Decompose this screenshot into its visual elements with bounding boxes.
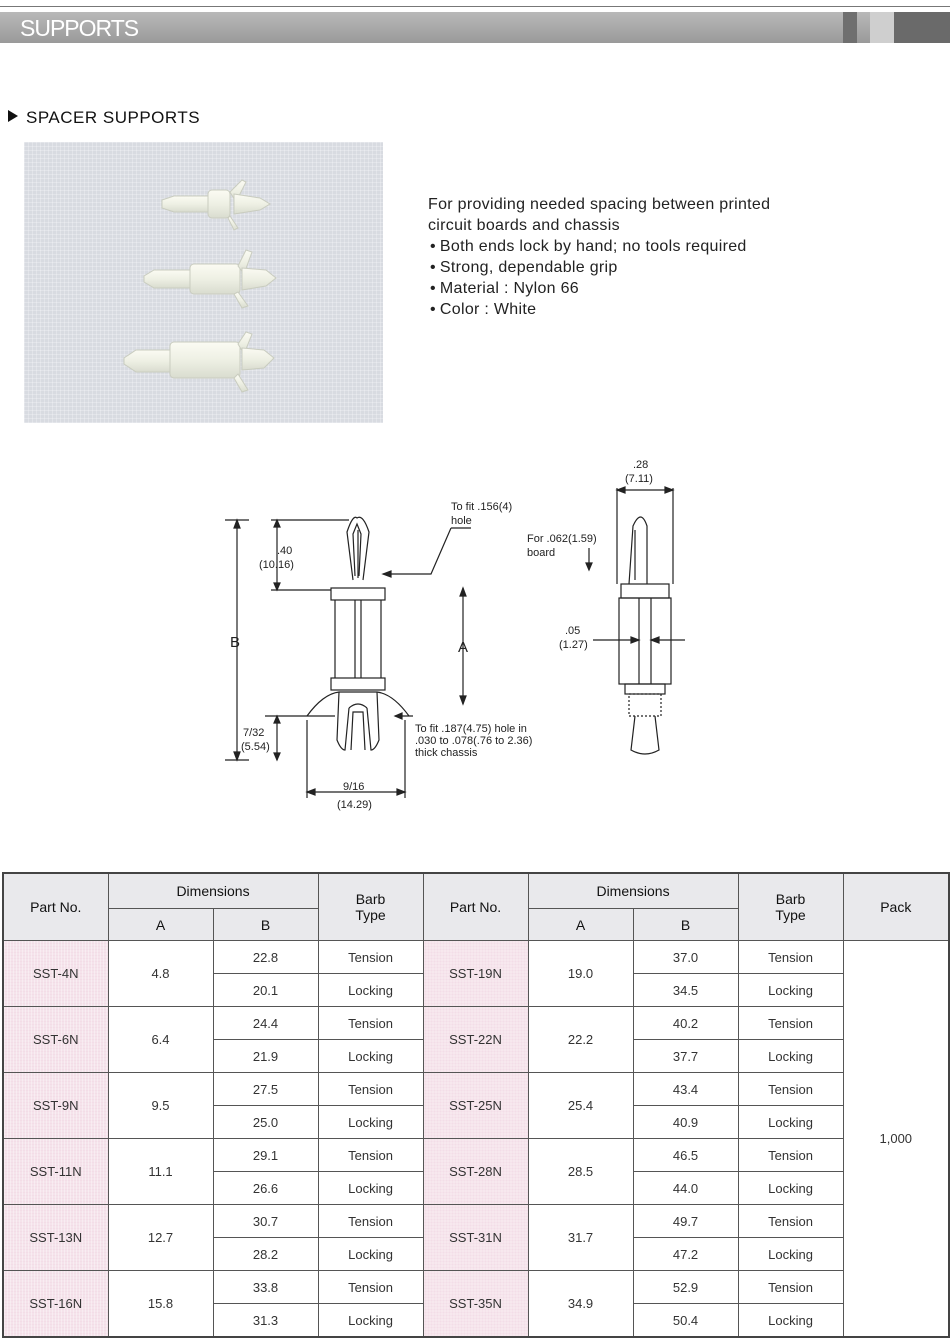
dimension-916 <box>307 720 405 811</box>
dimension-b-cell: 22.8 <box>213 941 318 974</box>
dimension-b-cell: 31.3 <box>213 1304 318 1338</box>
part-number-cell: SST-28N <box>423 1139 528 1205</box>
table-row <box>3 1205 949 1238</box>
table-row <box>3 1271 949 1304</box>
dim-732: 7/32 <box>243 727 265 739</box>
spacer-photo-illustration <box>24 142 383 423</box>
description-line: circuit boards and chassis <box>428 217 620 234</box>
dim-40-mm: (10.16) <box>259 559 294 571</box>
page-title: SUPPORTS <box>20 15 139 41</box>
header-pack: Pack <box>843 873 949 941</box>
dimension-b-cell: 26.6 <box>213 1172 318 1205</box>
triangle-bullet-icon <box>8 110 18 122</box>
section-heading <box>8 108 200 128</box>
barb-type-cell: Tension <box>738 1007 843 1040</box>
dimension-a-cell: 12.7 <box>108 1205 213 1271</box>
dimension-b-cell: 25.0 <box>213 1106 318 1139</box>
side-view <box>307 517 409 750</box>
header-part-no: Part No. <box>3 873 108 941</box>
product-photo <box>24 142 383 423</box>
dim-28-mm: (7.11) <box>625 473 653 485</box>
title-bar-accent <box>870 12 894 43</box>
table-row <box>3 1007 949 1040</box>
dimension-a <box>458 588 468 704</box>
dimension-40 <box>259 520 349 590</box>
dimension-b-cell: 33.8 <box>213 1271 318 1304</box>
part-number-cell: SST-22N <box>423 1007 528 1073</box>
dimension-a-cell: 28.5 <box>528 1139 633 1205</box>
hole-fit-text: To fit .156(4) <box>451 501 513 513</box>
dimension-b-cell: 21.9 <box>213 1040 318 1073</box>
part-number-cell: SST-13N <box>3 1205 108 1271</box>
barb-type-cell: Tension <box>318 1271 423 1304</box>
header-part-no: Part No. <box>423 873 528 941</box>
dim-732-mm: (5.54) <box>241 741 270 753</box>
dimension-b-cell: 29.1 <box>213 1139 318 1172</box>
top-rule <box>0 6 950 7</box>
dimension-b-cell: 28.2 <box>213 1238 318 1271</box>
barb-type-cell: Locking <box>738 1040 843 1073</box>
barb-type-cell: Locking <box>318 1106 423 1139</box>
barb-type-cell: Tension <box>318 1139 423 1172</box>
title-bar-accent <box>843 12 857 43</box>
header-a: A <box>108 909 213 941</box>
spec-table <box>2 872 950 1338</box>
pack-cell: 1,000 <box>843 941 949 1338</box>
barb-type-cell: Tension <box>738 1271 843 1304</box>
spec-table-body <box>3 941 949 1338</box>
barb-type-cell: Locking <box>738 1304 843 1338</box>
dimension-a-cell: 34.9 <box>528 1271 633 1338</box>
section-title: SPACER SUPPORTS <box>26 108 201 127</box>
header-b: B <box>633 909 738 941</box>
dimension-b-cell: 52.9 <box>633 1271 738 1304</box>
dimension-b-cell: 47.2 <box>633 1238 738 1271</box>
dimension-a-cell: 4.8 <box>108 941 213 1007</box>
barb-type-cell: Tension <box>738 1073 843 1106</box>
dimension-b-cell: 37.0 <box>633 941 738 974</box>
part-number-cell: SST-35N <box>423 1271 528 1338</box>
hole-callout <box>383 501 512 577</box>
feature-item: • Both ends lock by hand; no tools required <box>428 236 770 257</box>
title-bar-accent <box>894 12 950 43</box>
dim-28: .28 <box>633 459 649 471</box>
dimension-b-cell: 46.5 <box>633 1139 738 1172</box>
front-view <box>527 459 685 754</box>
header-barb-type: Barb Type <box>738 873 843 941</box>
feature-item: • Strong, dependable grip <box>428 257 770 278</box>
dim-05: .05 <box>565 625 581 637</box>
part-number-cell: SST-11N <box>3 1139 108 1205</box>
dimension-b-cell: 27.5 <box>213 1073 318 1106</box>
barb-type-cell: Tension <box>318 941 423 974</box>
spacer-part <box>124 332 274 392</box>
dimension-b-cell: 30.7 <box>213 1205 318 1238</box>
dimension-732 <box>241 716 335 760</box>
table-row <box>3 941 949 974</box>
header-b: B <box>213 909 318 941</box>
dim-05-mm: (1.27) <box>559 639 588 651</box>
dim-40: .40 <box>277 545 293 557</box>
barb-type-cell: Locking <box>318 1304 423 1338</box>
chassis-text: .030 to .078(.76 to 2.36) <box>415 735 533 747</box>
barb-type-cell: Locking <box>318 1040 423 1073</box>
dimension-b-cell: 20.1 <box>213 974 318 1007</box>
chassis-text: To fit .187(4.75) hole in <box>415 723 527 735</box>
product-description <box>428 194 770 320</box>
dimension-b-cell: 50.4 <box>633 1304 738 1338</box>
dim-916-mm: (14.29) <box>337 799 372 811</box>
board-text: For .062(1.59) <box>527 533 597 545</box>
technical-drawing <box>215 450 735 820</box>
barb-type-cell: Locking <box>738 974 843 1007</box>
header-barb-type: Barb Type <box>318 873 423 941</box>
feature-item: • Color : White <box>428 299 770 320</box>
dimension-a-cell: 19.0 <box>528 941 633 1007</box>
description-line: For providing needed spacing between printed <box>428 196 771 213</box>
dimension-b-cell: 40.9 <box>633 1106 738 1139</box>
dimension-b-cell: 44.0 <box>633 1172 738 1205</box>
dimension-a-cell: 6.4 <box>108 1007 213 1073</box>
barb-type-cell: Locking <box>318 974 423 1007</box>
part-number-cell: SST-9N <box>3 1073 108 1139</box>
dimension-a-cell: 31.7 <box>528 1205 633 1271</box>
barb-type-cell: Tension <box>318 1073 423 1106</box>
header-dimensions: Dimensions <box>528 873 738 909</box>
dimension-b <box>225 520 249 760</box>
dimension-b-cell: 37.7 <box>633 1040 738 1073</box>
feature-list <box>428 236 770 320</box>
dimension-a-cell: 15.8 <box>108 1271 213 1338</box>
barb-type-cell: Tension <box>738 941 843 974</box>
barb-type-cell: Tension <box>318 1205 423 1238</box>
dimension-a-cell: 25.4 <box>528 1073 633 1139</box>
dimension-b-cell: 34.5 <box>633 974 738 1007</box>
dimension-b-cell: 24.4 <box>213 1007 318 1040</box>
spacer-part <box>162 180 270 230</box>
barb-type-cell: Locking <box>318 1238 423 1271</box>
dimension-b-cell: 43.4 <box>633 1073 738 1106</box>
part-number-cell: SST-25N <box>423 1073 528 1139</box>
barb-type-cell: Tension <box>738 1139 843 1172</box>
barb-type-cell: Locking <box>738 1238 843 1271</box>
dim-916: 9/16 <box>343 781 365 793</box>
header-a: A <box>528 909 633 941</box>
table-row <box>3 1073 949 1106</box>
chassis-text: thick chassis <box>415 747 478 759</box>
dimension-b-cell: 40.2 <box>633 1007 738 1040</box>
barb-type-cell: Tension <box>318 1007 423 1040</box>
part-number-cell: SST-31N <box>423 1205 528 1271</box>
feature-item: • Material : Nylon 66 <box>428 278 770 299</box>
barb-type-cell: Locking <box>318 1172 423 1205</box>
board-text: board <box>527 547 556 559</box>
barb-type-cell: Locking <box>738 1106 843 1139</box>
label-a: A <box>458 639 469 656</box>
dimension-a-cell: 9.5 <box>108 1073 213 1139</box>
header-dimensions: Dimensions <box>108 873 318 909</box>
part-number-cell: SST-19N <box>423 941 528 1007</box>
part-number-cell: SST-16N <box>3 1271 108 1338</box>
barb-type-cell: Locking <box>738 1172 843 1205</box>
part-number-cell: SST-4N <box>3 941 108 1007</box>
hole-fit-text: hole <box>451 515 472 527</box>
barb-type-cell: Tension <box>738 1205 843 1238</box>
dimension-a-cell: 22.2 <box>528 1007 633 1073</box>
part-number-cell: SST-6N <box>3 1007 108 1073</box>
dimension-a-cell: 11.1 <box>108 1139 213 1205</box>
chassis-callout <box>395 713 532 759</box>
title-bar <box>0 12 950 43</box>
table-row <box>3 1139 949 1172</box>
spacer-part <box>144 250 276 308</box>
label-b: B <box>230 634 241 651</box>
dimension-b-cell: 49.7 <box>633 1205 738 1238</box>
